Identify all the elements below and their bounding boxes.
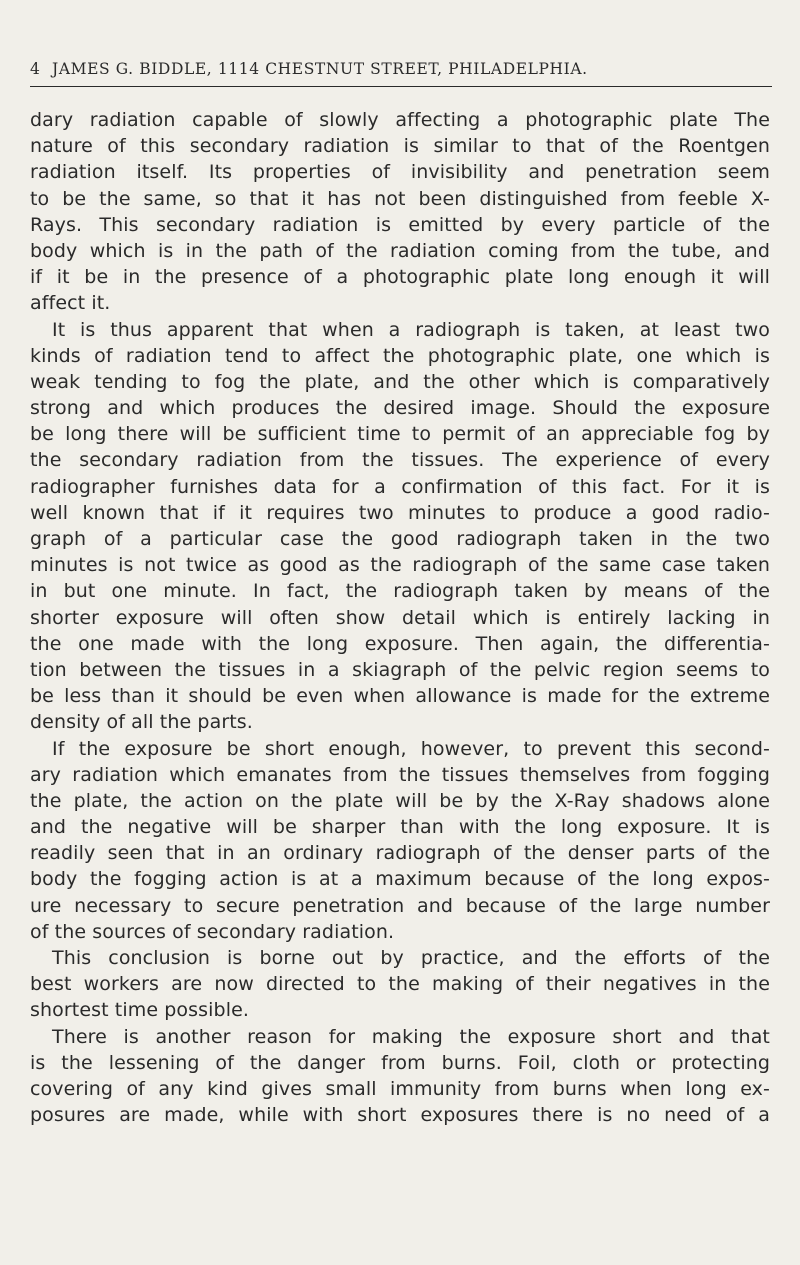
text-line: weak tending to fog the plate, and the other which is comparatively xyxy=(30,370,770,393)
text-line: minutes is not twice as good as the radiograph of the same case taken xyxy=(30,554,770,577)
text-line: strong and which produces the desired image. Should the exposure xyxy=(30,397,770,420)
text-line: body which is in the path of the radiation coming from the tube, and xyxy=(30,239,770,262)
text-line: density of all the parts. xyxy=(30,711,253,734)
text-line: and the negative will be sharper than with the long exposure. It is xyxy=(30,816,770,839)
text-line: nature of this secondary radiation is similar to that of the Roentgen xyxy=(30,135,770,158)
text-line: to be the same, so that it has not been distinguished from feeble X- xyxy=(30,187,770,210)
text-line: the one made with the long exposure. Then again, the differentia- xyxy=(30,632,770,655)
text-line: of the sources of secondary radiation. xyxy=(30,920,395,943)
text-line: If the exposure be short enough, however, to prevent this second- xyxy=(52,737,770,760)
text-line: body the fogging action is at a maximum because of the long expos- xyxy=(30,868,770,891)
text-line: tion between the tissues in a skiagraph of the pelvic region seems to xyxy=(30,658,770,681)
text-line: in but one minute. In fact, the radiograph taken by means of the xyxy=(30,580,770,603)
text-line: is the lessening of the danger from burns. Foil, cloth or protecting xyxy=(30,1051,770,1074)
text-line: ary radiation which emanates from the tissues themselves from fogging xyxy=(30,763,770,786)
text-line: kinds of radiation tend to affect the photographic plate, one which is xyxy=(30,344,770,367)
text-line: well known that if it requires two minutes to produce a good radio- xyxy=(30,501,770,524)
running-header xyxy=(30,60,772,87)
text-line: best workers are now directed to the making of their negatives in the xyxy=(30,973,770,996)
text-line: covering of any kind gives small immunity from burns when long ex- xyxy=(30,1077,770,1100)
text-line: the plate, the action on the plate will be by the X-Ray shadows alone xyxy=(30,789,770,812)
text-line: dary radiation capable of slowly affecting a photographic plate The xyxy=(30,109,770,131)
paragraph-3 xyxy=(30,736,770,946)
text-line: be less than it should be even when allowance is made for the extreme xyxy=(30,685,770,708)
text-line: posures are made, while with short exposures there is no need of a xyxy=(30,1104,770,1127)
text-line: shortest time possible. xyxy=(30,999,249,1022)
text-line: ure necessary to secure penetration and because of the large number xyxy=(30,894,770,917)
text-line: affect it. xyxy=(30,292,111,315)
paragraph-2 xyxy=(30,317,770,736)
text-line: graph of a particular case the good radiograph taken in the two xyxy=(30,528,770,550)
paragraph-5 xyxy=(30,1024,770,1129)
text-line: be long there will be sufficient time to permit of an appreciable fog by xyxy=(30,423,770,446)
text-line: readily seen that in an ordinary radiograph of the denser parts of the xyxy=(30,842,770,865)
text-line: if it be in the presence of a photographic plate long enough it will xyxy=(30,266,770,289)
text-line: There is another reason for making the exposure short and that xyxy=(52,1025,770,1048)
paragraph-1 xyxy=(30,107,770,317)
text-line: Rays. This secondary radiation is emitted by every particle of the xyxy=(30,213,770,236)
running-title: JAMES G. BIDDLE, 1114 CHESTNUT STREET, PHILADELPHIA. xyxy=(52,60,588,78)
text-line: shorter exposure will often show detail which is entirely lacking in xyxy=(30,606,770,629)
paragraph-4 xyxy=(30,945,770,1024)
text-line: the secondary radiation from the tissues. The experience of every xyxy=(30,449,770,472)
body-text xyxy=(30,107,770,1128)
text-line: radiographer furnishes data for a confirmation of this fact. For it is xyxy=(30,475,770,498)
text-line: It is thus apparent that when a radiograph is taken, at least two xyxy=(52,318,770,341)
page-number: 4 xyxy=(30,60,41,78)
text-line: radiation itself. Its properties of invisibility and penetration seem xyxy=(30,161,770,184)
text-line: This conclusion is borne out by practice, and the efforts of the xyxy=(52,947,770,969)
